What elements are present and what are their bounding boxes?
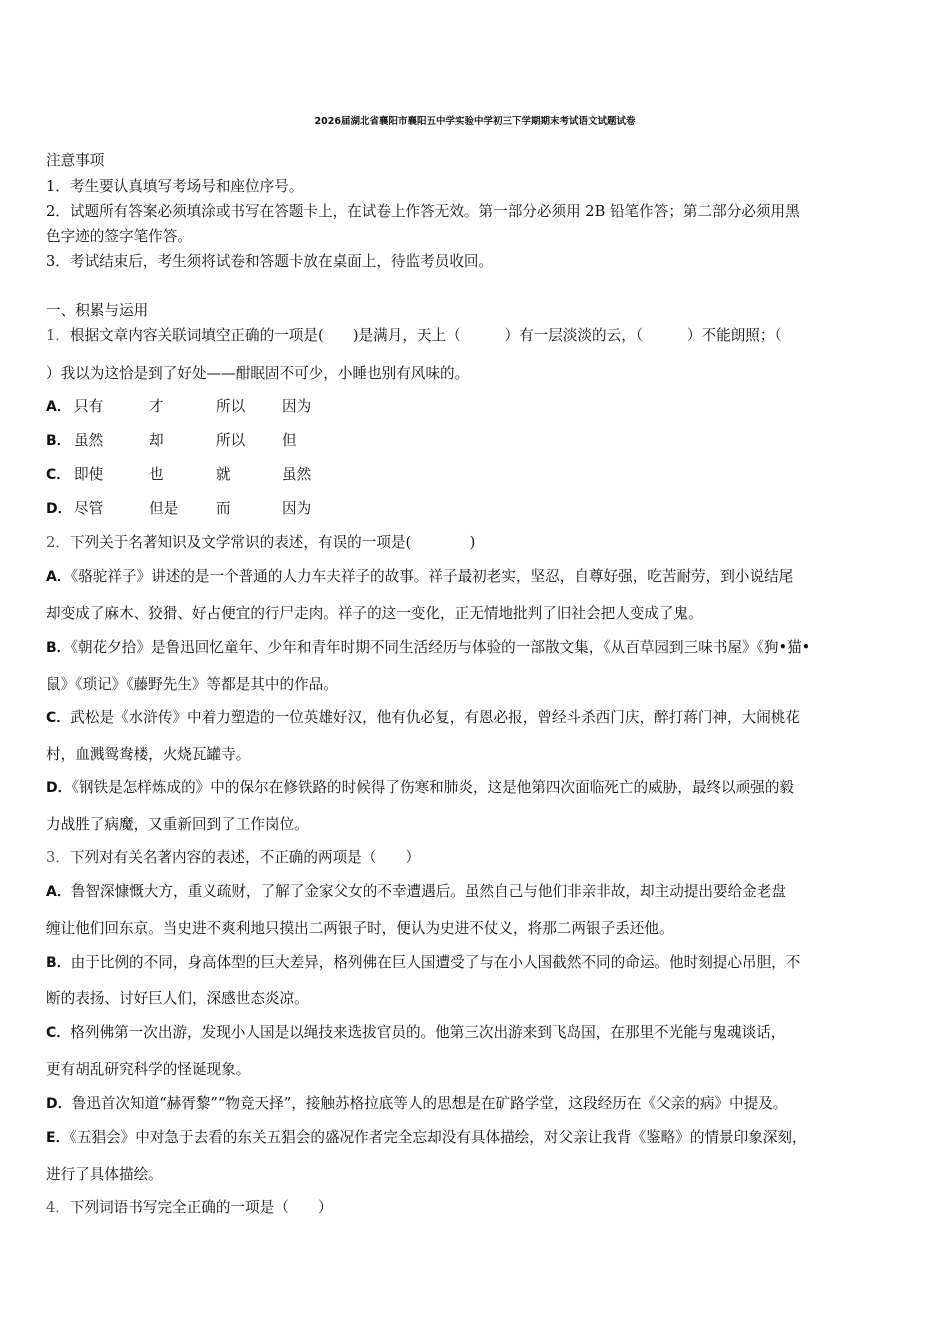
option-word: 即使 <box>74 466 104 483</box>
option-text: 由于比例的不同，身高体型的巨大差异，格列佛在巨人国遭受了与在小人国截然不同的命运。他时刻提心吊胆，不 <box>70 954 801 971</box>
option-text: 《骆驼祥子》讲述的是一个普通的人力车夫祥子的故事。祥子最初老实，坚忍，自尊好强，吃苦耐劳，到小说结尾 <box>70 568 794 585</box>
option-text: 《钢铁是怎样炼成的》中的保尔在修铁路的时候得了伤寒和肺炎，这是他第四次面临死亡的威胁，最终以顽强的毅 <box>71 779 795 796</box>
question-number: 4． <box>46 1199 70 1216</box>
option-key: D． <box>46 780 72 796</box>
question-text: 下列关于名著知识及文学常识的表述，有误的一项是( ) <box>69 534 476 551</box>
option-key: B． <box>46 640 71 656</box>
option-key: C． <box>46 467 71 483</box>
question-2-option-b-cont: 鼠》《琐记》《藤野先生》等都是其中的作品。 <box>46 676 338 693</box>
option-key: A． <box>46 884 71 900</box>
question-number: 1． <box>46 327 70 344</box>
option-text: 鲁智深慷慨大方，重义疏财，了解了金家父女的不幸遭遇后。虽然自己与他们非亲非故，却主动提出要给金老盘 <box>70 883 786 900</box>
question-1-option-d[interactable] <box>46 499 311 519</box>
option-word: 就 <box>216 466 231 483</box>
option-key: D． <box>46 1096 72 1112</box>
question-1-option-c[interactable] <box>46 465 311 485</box>
question-3-option-e[interactable] <box>46 1128 807 1148</box>
option-key: B． <box>46 955 71 971</box>
question-3-option-d[interactable] <box>46 1094 787 1114</box>
option-key: D． <box>46 501 72 517</box>
option-word: 因为 <box>282 500 312 517</box>
option-key: C． <box>46 1025 71 1041</box>
question-number: 3． <box>46 849 70 866</box>
option-word: 但是 <box>149 500 179 517</box>
option-word: 却 <box>149 432 164 449</box>
question-3-option-a-cont: 缠让他们回东京。当史进不爽利地只摸出二两银子时，便认为史进不仗义，将那二两银子丢还他。 <box>46 920 674 937</box>
question-3-option-c[interactable] <box>46 1023 785 1043</box>
question-3-stem <box>46 848 420 868</box>
option-word: 才 <box>149 398 164 415</box>
option-word: 但 <box>282 432 297 449</box>
notice-item-1: 1．考生要认真填写考场号和座位序号。 <box>46 178 304 195</box>
notice-item-2: 2．试题所有答案必须填涂或书写在答题卡上，在试卷上作答无效。第一部分必须用 2B 铅笔作答；第二部分必须用黑 <box>46 203 800 220</box>
question-2-option-a[interactable] <box>46 567 793 587</box>
option-text: 鲁迅首次知道“赫胥黎”“物竞天择”，接触苏格拉底等人的思想是在矿路学堂，这段经历在《父亲的病》中提及。 <box>71 1095 788 1112</box>
question-4-stem <box>46 1198 333 1218</box>
option-key: B． <box>46 433 71 449</box>
question-number: 2． <box>46 534 70 551</box>
notice-item-2-cont: 色字迹的签字笔作答。 <box>46 228 192 245</box>
option-text: 《五猖会》中对急于去看的东关五猖会的盛况作者完全忘却没有具体描绘，对父亲让我背《鉴略》的情景印象深刻， <box>69 1129 807 1146</box>
question-1-option-b[interactable] <box>46 431 297 451</box>
option-word: 虽然 <box>282 466 312 483</box>
question-3-option-e-cont: 进行了具体描绘。 <box>46 1166 163 1183</box>
option-text: 格列佛第一次出游，发现小人国是以绳技来选拔官员的。他第三次出游来到飞岛国，在那里不光能与鬼魂谈话， <box>70 1024 786 1041</box>
question-1-stem-cont: ）我以为这恰是到了好处——酣眠固不可少，小睡也别有风味的。 <box>46 365 470 382</box>
question-3-option-c-cont: 更有胡乱研究科学的怪诞现象。 <box>46 1061 251 1078</box>
question-2-option-c[interactable] <box>46 708 800 728</box>
question-2-option-b[interactable] <box>46 638 810 658</box>
question-3-option-b-cont: 断的表扬、讨好巨人们，深感世态炎凉。 <box>46 990 309 1007</box>
question-2-option-c-cont: 村，血溅鸳鸯楼，火烧瓦罐寺。 <box>46 746 251 763</box>
notice-item-3: 3．考试结束后，考生须将试卷和答题卡放在桌面上，待监考员收回。 <box>46 253 494 270</box>
option-word: 只有 <box>74 398 104 415</box>
question-2-option-d[interactable] <box>46 778 794 798</box>
question-3-option-b[interactable] <box>46 953 800 973</box>
option-word: 所以 <box>216 432 246 449</box>
question-3-option-a[interactable] <box>46 882 786 902</box>
option-word: 虽然 <box>74 432 104 449</box>
option-word: 尽管 <box>74 500 104 517</box>
option-key: A． <box>46 399 71 415</box>
question-1-stem <box>46 326 782 346</box>
question-text: 下列对有关名著内容的表述，不正确的两项是（ ） <box>69 849 421 866</box>
option-key: A． <box>46 569 71 585</box>
option-word: 因为 <box>282 398 312 415</box>
question-2-option-d-cont: 力战胜了病魔，又重新回到了工作岗位。 <box>46 816 309 833</box>
option-text: 武松是《水浒传》中着力塑造的一位英雄好汉，他有仇必复，有恩必报，曾经斗杀西门庆，醉打蒋门神，大闹桃花 <box>70 709 800 726</box>
page-title: 2026届湖北省襄阳市襄阳五中学实验中学初三下学期期末考试语文试题试卷 <box>314 116 636 127</box>
question-text: 下列词语书写完全正确的一项是（ ） <box>69 1199 333 1216</box>
option-word: 而 <box>216 500 231 517</box>
option-text: 《朝花夕拾》是鲁迅回忆童年、少年和青年时期不同生活经历与体验的一部散文集，《从百草园到三味书屋》《狗•猫• <box>70 639 811 656</box>
option-word: 所以 <box>216 398 246 415</box>
section-heading: 一、积累与运用 <box>46 302 149 319</box>
question-1-option-a[interactable] <box>46 397 311 417</box>
option-word: 也 <box>149 466 164 483</box>
question-2-option-a-cont: 却变成了麻木、狡猾、好占便宜的行尸走肉。祥子的这一变化，正无情地批判了旧社会把人变成了鬼。 <box>46 605 703 622</box>
option-key: E． <box>46 1130 70 1146</box>
option-key: C． <box>46 710 71 726</box>
notice-heading: 注意事项 <box>46 152 105 169</box>
question-text: 根据文章内容关联词填空正确的一项是( )是满月，天上（ ）有一层淡淡的云，（ ）不能朗照；（ <box>69 327 782 344</box>
question-2-stem <box>46 533 475 553</box>
